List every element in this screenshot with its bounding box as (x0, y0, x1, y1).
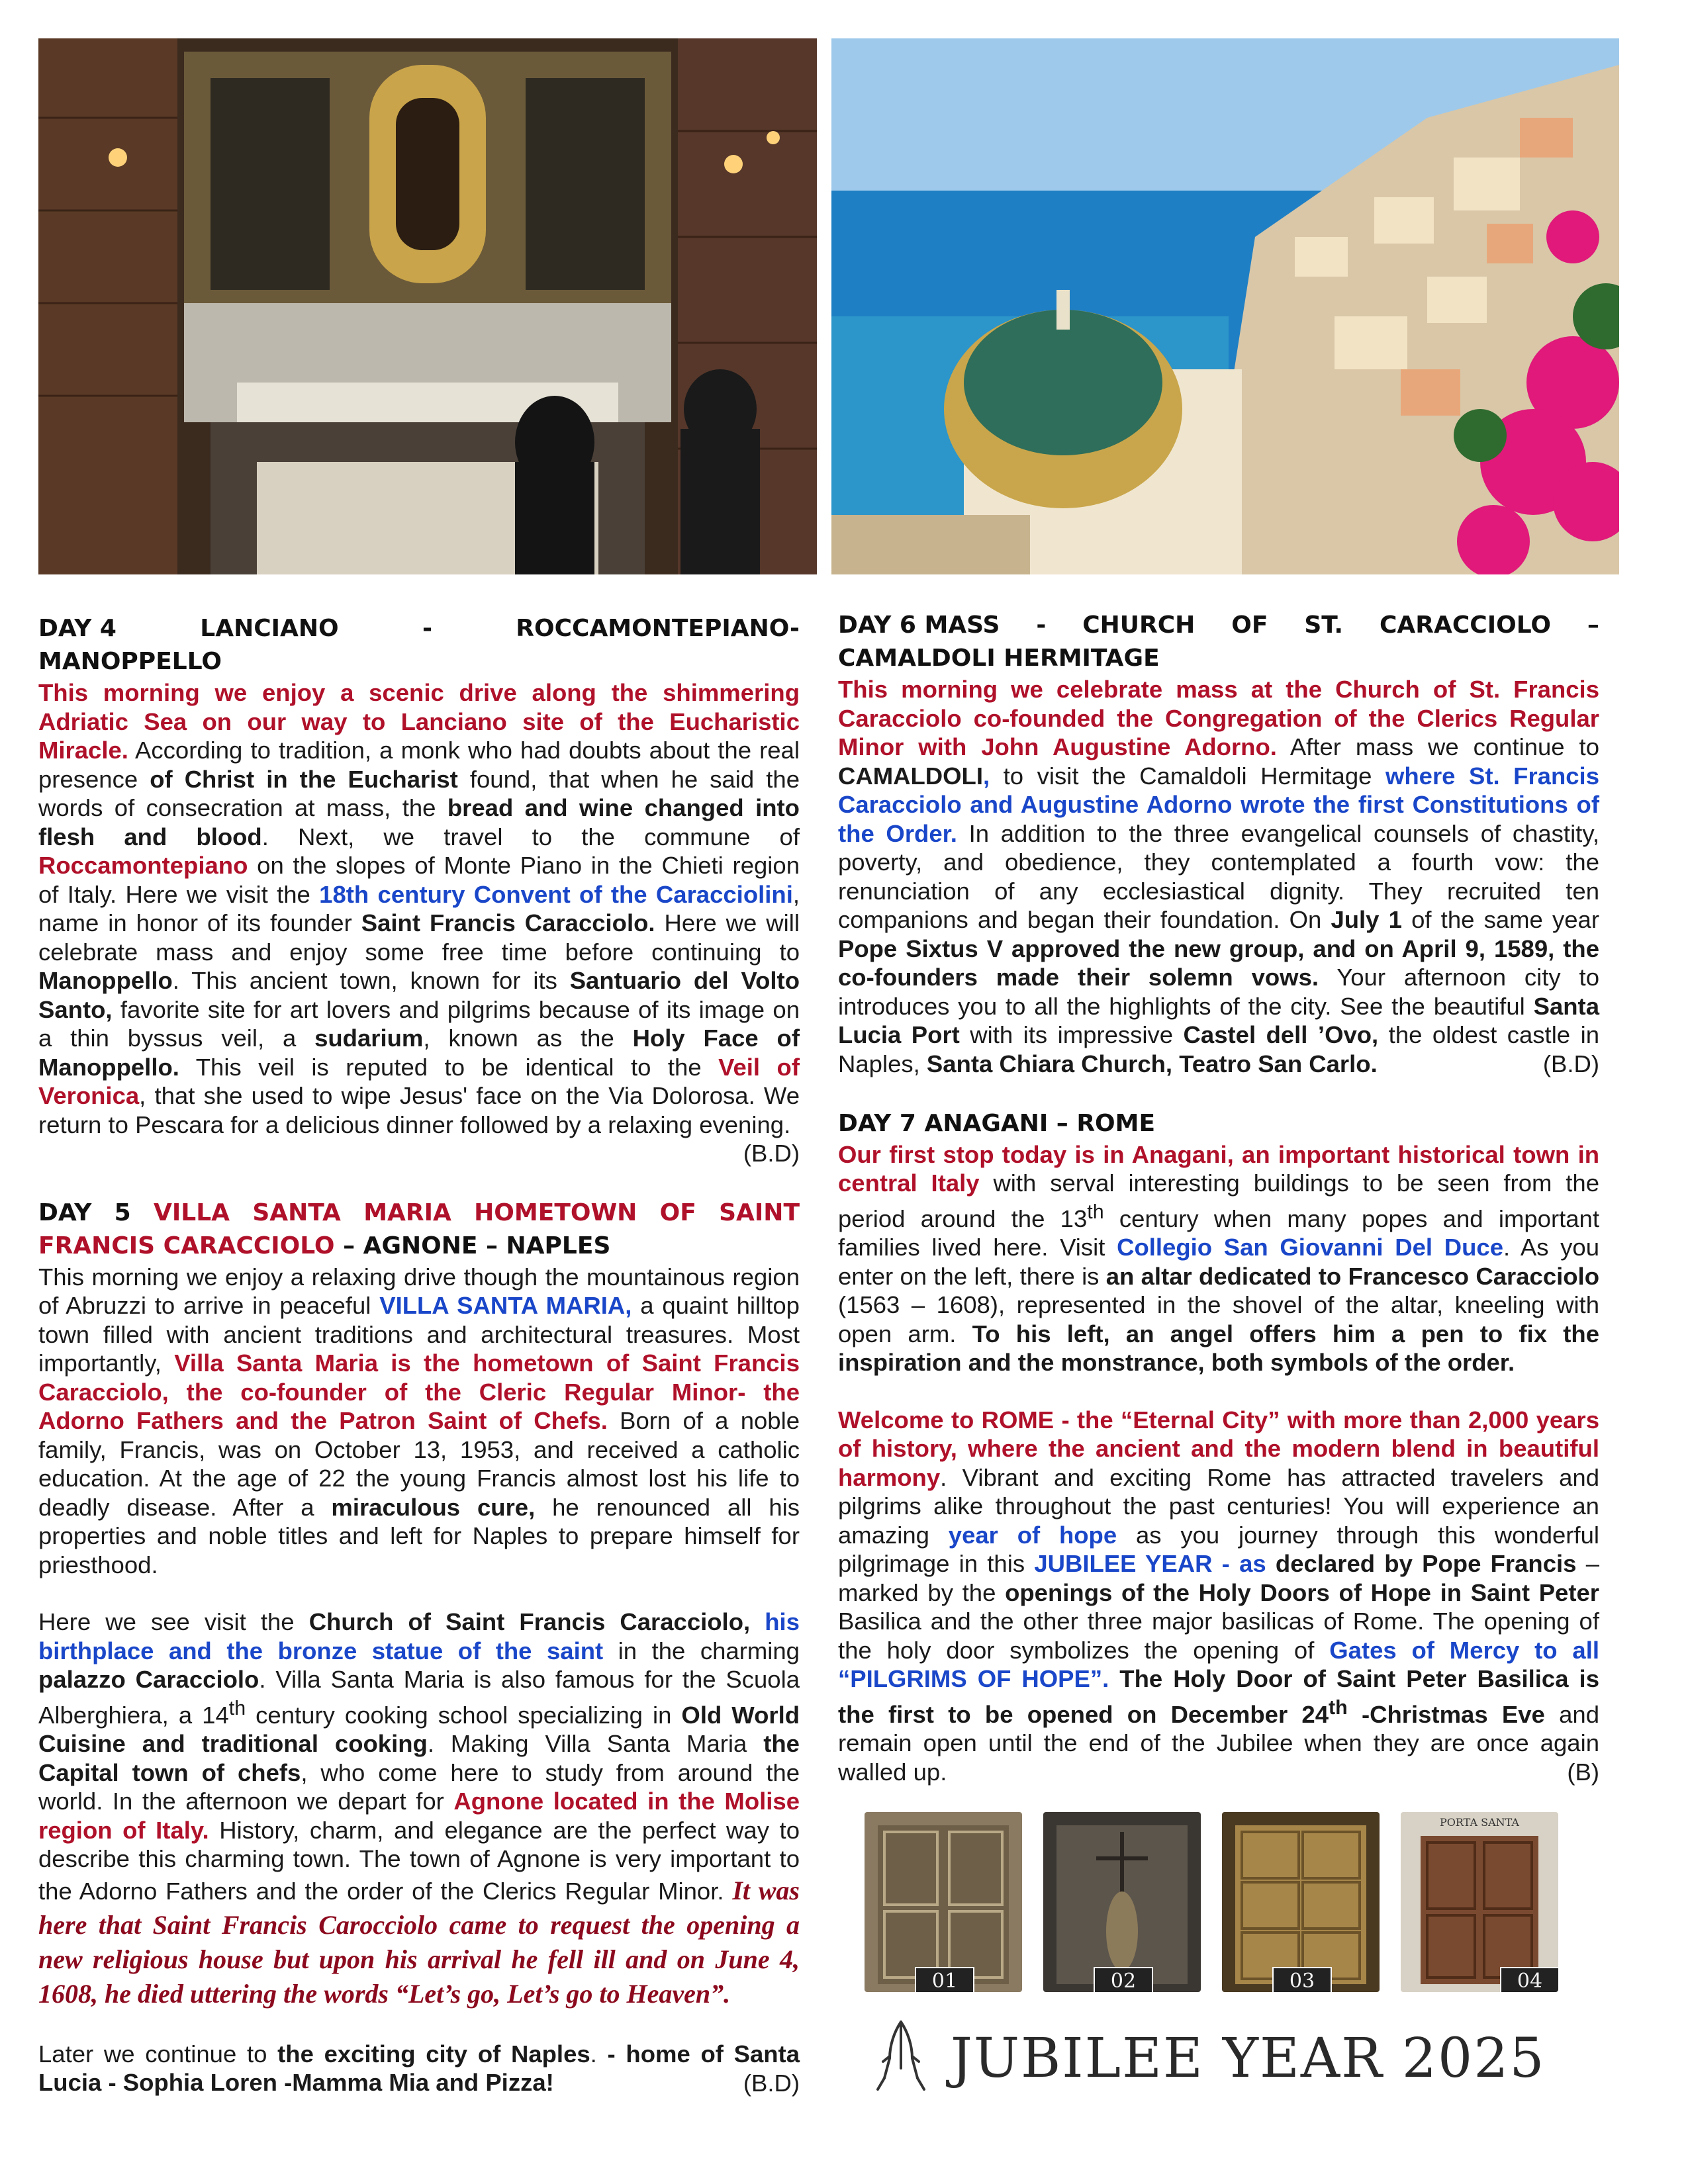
door-label-1: 01 (915, 1967, 974, 1992)
day5-paragraph-2: Here we see visit the Church of Saint Francis Caracciolo, his birthplace and the bronze statue of the saint in the charming palazzo Caracciolo. Villa Santa Maria is also famous for the Scuola Alberghiera, a 14th century cooking school specializing in Old World Cuisine and traditional cooking. Making Villa Santa Maria the Capital town of chefs, who come here to study from around the world. In the afternoon we depart for Agnone located in the Molise region of Italy. History, charm, and elegance are the perfect way to describe this charming town. The town of Agnone is very important to the Adorno Fathers and the order of the Clerics Regular Minor. It was here that Saint Francis Carocciolo came to request the opening a new religious house but upon his arrival he fell ill and on June 4, 1608, he died uttering the words “Let’s go, Let’s go to Heaven”. (38, 1608, 800, 2009)
jubilee-title: JUBILEE YEAR 2025 (951, 2027, 1546, 2090)
holy-door-3 (1222, 1812, 1380, 1992)
left-column (38, 612, 800, 2097)
door-label-3: 03 (1272, 1967, 1332, 1992)
holy-door-1 (865, 1812, 1022, 1992)
praying-hands-icon (865, 2015, 937, 2095)
positano-coast-photo (831, 38, 1619, 574)
day5-paragraph-3: Later we continue to the exciting city of Naples. - home of Santa Lucia - Sophia Loren -Mamma Mia and Pizza! (38, 2040, 800, 2097)
day4-heading: DAY 4 LANCIANO - ROCCAMONTEPIANO- (38, 615, 800, 642)
jubilee-banner (858, 2015, 1566, 2095)
day6-heading-line2: CAMALDOLI HERMITAGE (838, 645, 1160, 672)
day5-section (38, 1197, 800, 2098)
day6-section (838, 609, 1599, 1079)
day7-paragraph-2: Welcome to ROME - the “Eternal City” with more than 2,000 years of history, where the ancient and the modern blend in beautiful harmony. Vibrant and exciting Rome has attracted travelers and pilgrims alike throughout the past centuries! You will experience an amazing year of hope as you journey through this wonderful pilgrimage in this JUBILEE YEAR - as declared by Pope Francis – marked by the openings of the Holy Doors of Hope in Saint Peter Basilica and the other three major basilicas of Rome. The opening of the holy door symbolizes the opening of Gates of Mercy to all “PILGRIMS OF HOPE”. The Holy Door of Saint Peter Basilica is the first to be opened on December 24th -Christmas Eve and remain open until the end of the Jubilee when they are once again walled up. (838, 1406, 1599, 1786)
day4-paragraph: This morning we enjoy a scenic drive along the shimmering Adriatic Sea on our way to Lanciano site of the Eucharistic Miracle. According to tradition, a monk who had doubts about the real presence of Christ in the Eucharist found, that when he said the words of consecration at mass, the bread and wine changed into flesh and blood. Next, we travel to the commune of Roccamontepiano on the slopes of Monte Piano in the Chieti region of Italy. Here we visit the 18th century Convent of the Caracciolini, name in honor of its founder Saint Francis Caracciolo. Here we will celebrate mass and enjoy some free time before continuing to Manoppello. This ancient town, known for its Santuario del Volto Santo, favorite site for art lovers and pilgrims because of its image on a thin byssus veil, a sudarium, known as the Holy Face of Manoppello. This veil is reputed to be identical to the Veil of Veronica, that she used to wipe Jesus' face on the Via Dolorosa. We return to Pescara for a delicious dinner followed by a relaxing evening. (38, 679, 800, 1138)
day7-heading: DAY 7 ANAGANI – ROME (838, 1109, 1156, 1137)
door-label-2: 02 (1094, 1967, 1153, 1992)
day6-paragraph: This morning we celebrate mass at the Church of St. Francis Caracciolo co-founded the Congregation of the Clerics Regular Minor with John Augustine Adorno. After mass we continue to CAMALDOLI, to visit the Camaldoli Hermitage where St. Francis Caracciolo and Augustine Adorno wrote the first Constitutions of the Order. In addition to the three evangelical counsels of chastity, poverty, and obedience, they contemplated a fourth vow: the renunciation of any ecclesiastical dignity. They recruited ten companions and began their foundation. On July 1 of the same year Pope Sixtus V approved the new group, and on April 9, 1589, the co-founders made their solemn vows. Your afternoon city to introduces you to all the highlights of the city. See the beautiful Santa Lucia Port with its impressive Castel dell ’Ovo, the oldest castle in Naples, Santa Chiara Church, Teatro San Carlo. (838, 676, 1600, 1077)
shrine-altar-photo (38, 38, 817, 574)
right-column (838, 609, 1599, 1787)
day7-paragraph-1: Our first stop today is in Anagani, an important historical town in central Italy with serval interesting buildings to be seen from the period around the 13th century when many popes and important families lived here. Visit Collegio San Giovanni Del Duce. As you enter on the left, there is an altar dedicated to Francesco Caracciolo (1563 – 1608), represented in the shovel of the altar, kneeling with open arm. To his left, an angel offers him a pen to fix the inspiration and the monstrance, both symbols of the order. (838, 1140, 1600, 1377)
holy-door-2 (1043, 1812, 1201, 1992)
day4-meals: (B.D) (743, 1140, 800, 1167)
day4-section (38, 612, 800, 1168)
day5-meals: (B.D) (743, 2069, 800, 2097)
day5-heading: DAY 5 VILLA SANTA MARIA HOMETOWN OF SAINT FRANCIS CARACCIOLO – AGNONE – NAPLES (38, 1199, 800, 1259)
day4-heading-line2: MANOPPELLO (38, 648, 222, 675)
door-label-4: 04 (1500, 1967, 1558, 1992)
holy-doors-image (858, 1805, 1566, 2004)
porta-santa-sign: PORTA SANTA (1440, 1816, 1519, 1829)
day6-meals: (B.D) (1542, 1050, 1599, 1077)
day6-heading: DAY 6 MASS - CHURCH OF ST. CARACCIOLO – (838, 612, 1599, 639)
holy-door-4 (1401, 1812, 1558, 1992)
day7-section (838, 1107, 1599, 1787)
day5-paragraph-1: This morning we enjoy a relaxing drive though the mountainous region of Abruzzi to arrive in peaceful VILLA SANTA MARIA, a quaint hilltop town filled with ancient traditions and architectural treasures. Most importantly, Villa Santa Maria is the hometown of Saint Francis Caracciolo, the co-founder of the Cleric Regular Minor- the Adorno Fathers and the Patron Saint of Chefs. Born of a noble family, Francis, was on October 13, 1953, and received a catholic education. At the age of 22 the young Francis almost lost his life to deadly disease. After a miraculous cure, he renounced all his properties and noble titles and left for Naples to prepare himself for priesthood. (38, 1263, 800, 1578)
day7-meals: (B) (1567, 1758, 1599, 1786)
